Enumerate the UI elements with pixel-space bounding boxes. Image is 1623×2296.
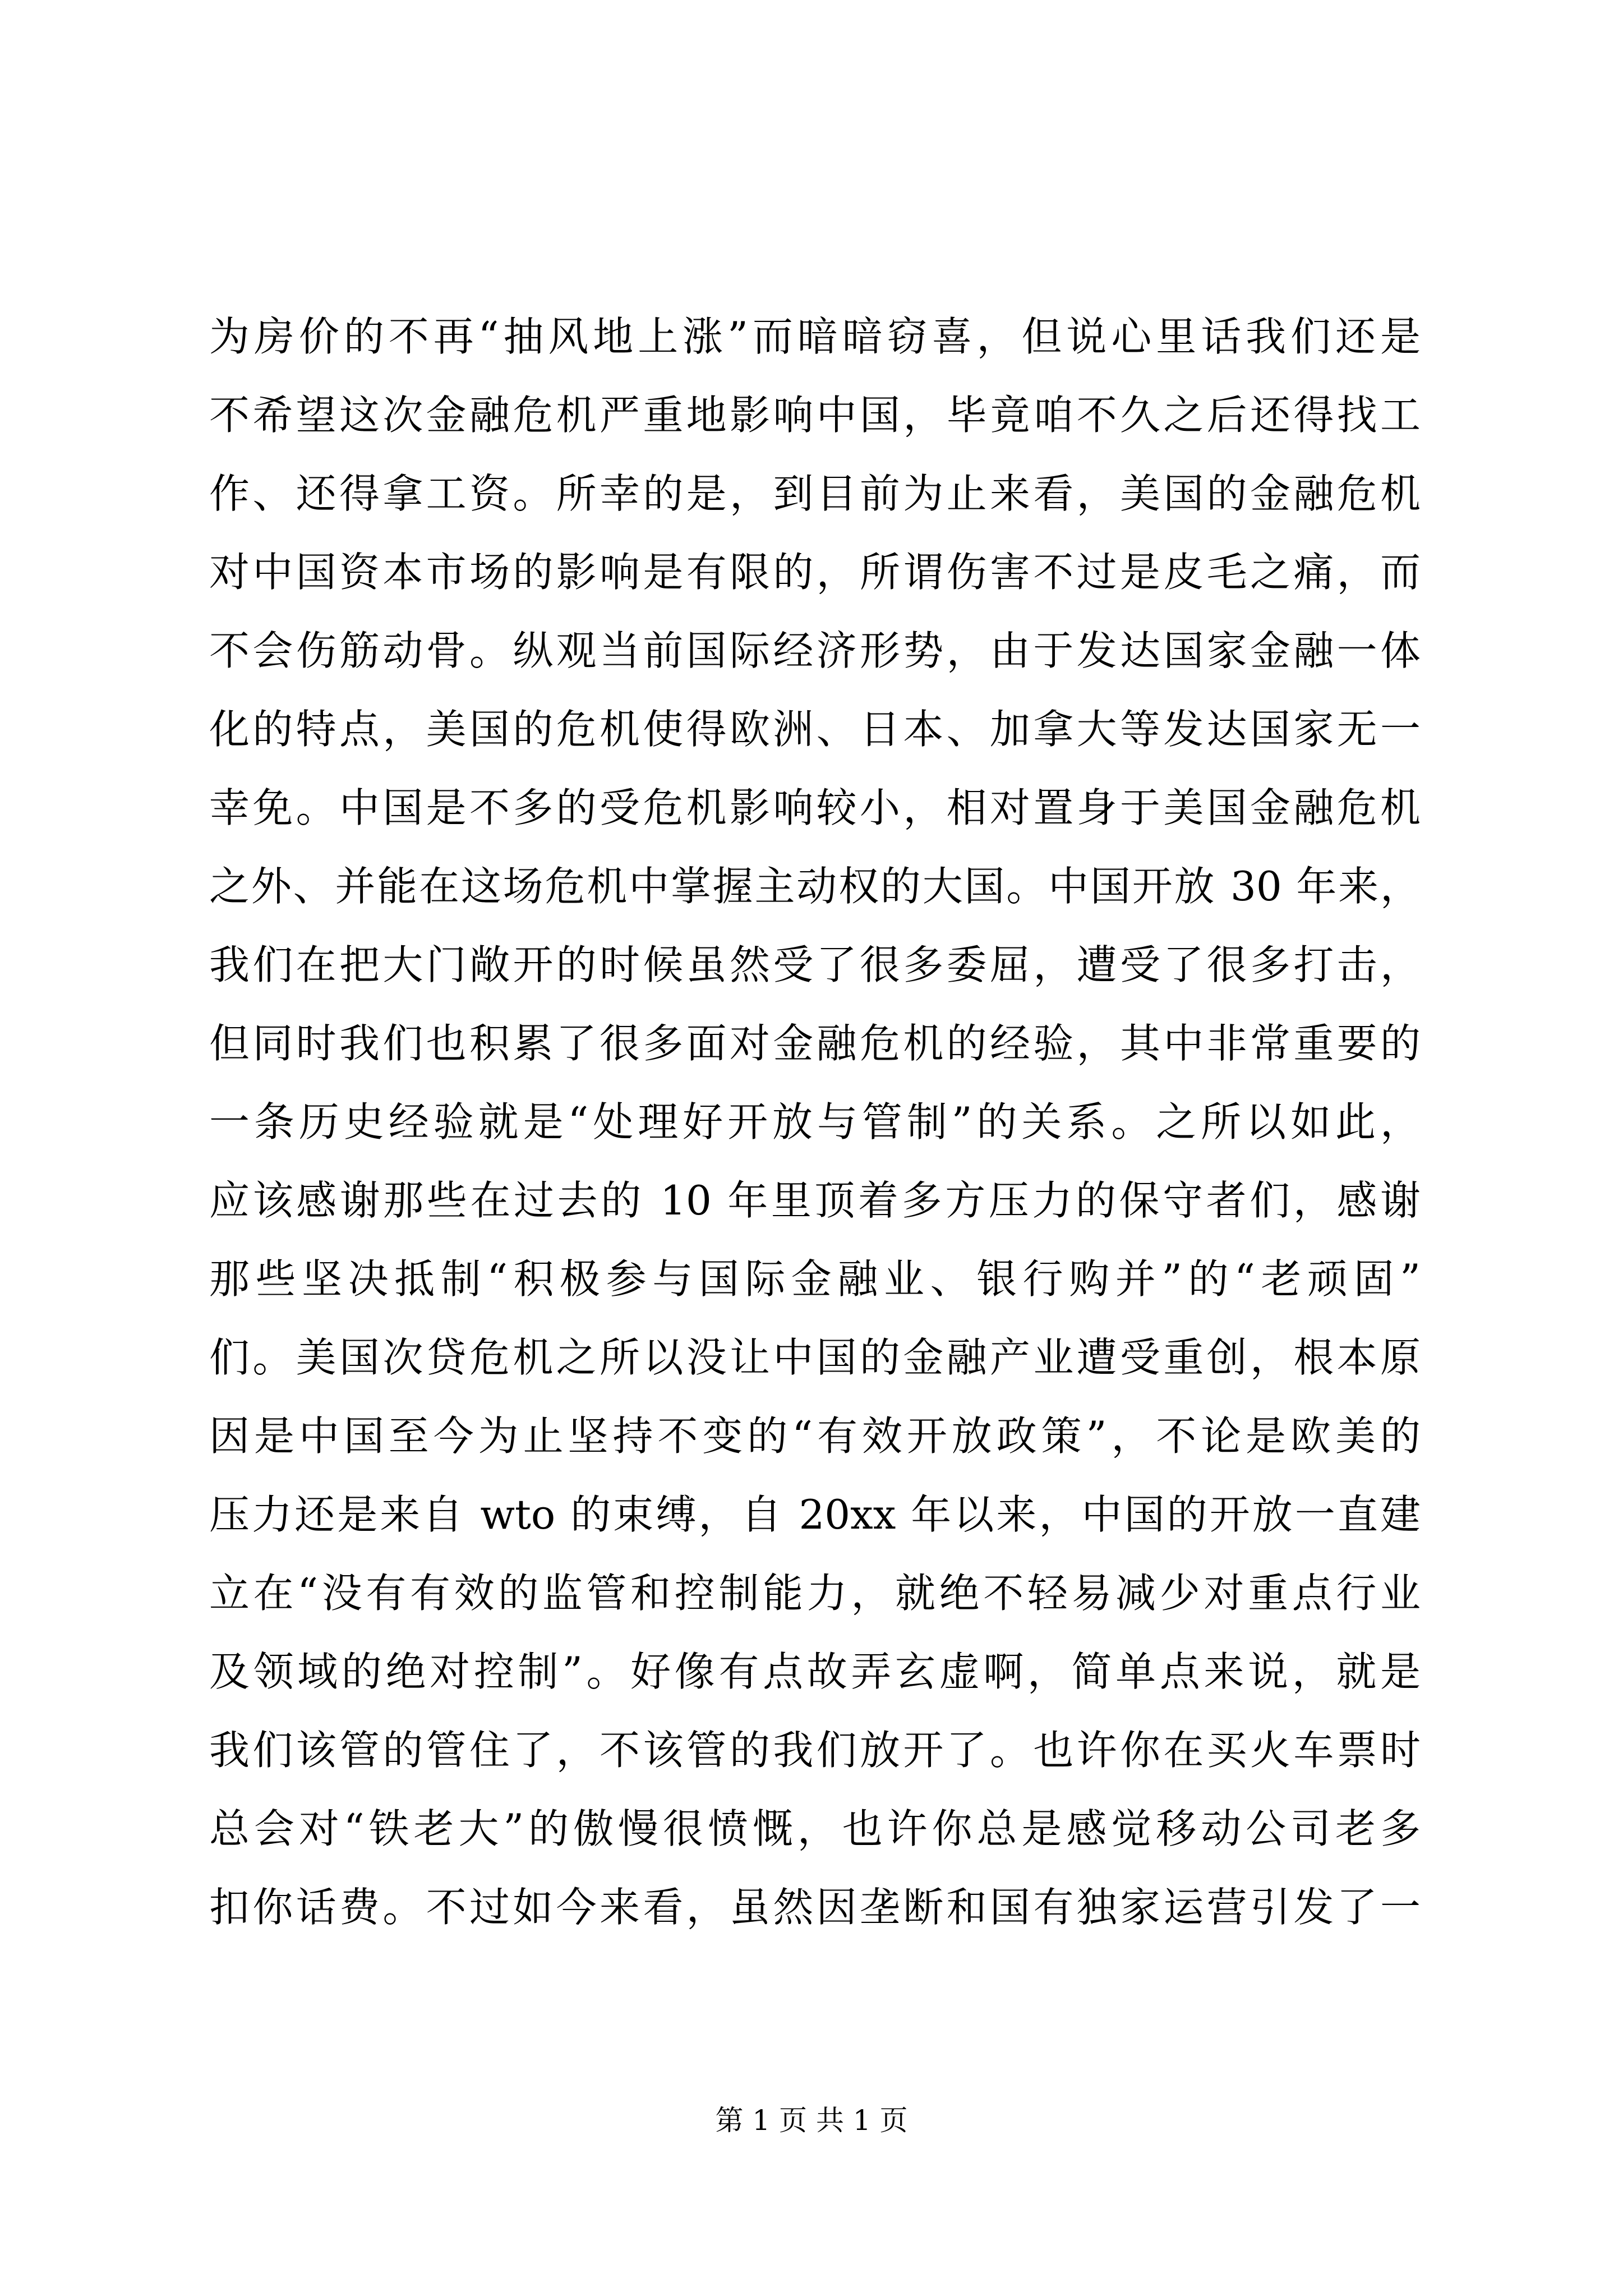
text-line: 化的特点，美国的危机使得欧洲、日本、加拿大等发达国家无一	[209, 706, 1421, 753]
text-line: 我们在把大门敞开的时候虽然受了很多委屈，遭受了很多打击，	[209, 941, 1421, 988]
text-line: 那些坚决抵制“积极参与国际金融业、银行购并”的“老顽固”	[209, 1255, 1421, 1303]
text-line: 为房价的不再“抽风地上涨”而暗暗窃喜，但说心里话我们还是	[209, 313, 1421, 360]
text-line: 立在“没有有效的监管和控制能力，就绝不轻易减少对重点行业	[209, 1570, 1421, 1617]
page-number-footer: 第 1 页 共 1 页	[715, 2104, 908, 2137]
text-line: 之外、并能在这场危机中掌握主动权的大国。中国开放 30 年来，	[209, 863, 1421, 910]
text-line: 及领域的绝对控制”。好像有点故弄玄虚啊，简单点来说，就是	[209, 1648, 1421, 1695]
text-line: 作、还得拿工资。所幸的是，到目前为止来看，美国的金融危机	[209, 470, 1421, 517]
text-line: 总会对“铁老大”的傲慢很愤慨，也许你总是感觉移动公司老多	[209, 1805, 1421, 1852]
text-line: 幸免。中国是不多的受危机影响较小，相对置身于美国金融危机	[209, 784, 1421, 831]
text-line: 我们该管的管住了，不该管的我们放开了。也许你在买火车票时	[209, 1727, 1421, 1774]
text-line: 压力还是来自 wto 的束缚，自 20xx 年以来，中国的开放一直建	[209, 1491, 1421, 1538]
text-line: 因是中国至今为止坚持不变的“有效开放政策”，不论是欧美的	[209, 1412, 1421, 1460]
text-line: 们。美国次贷危机之所以没让中国的金融产业遭受重创，根本原	[209, 1334, 1421, 1381]
text-line: 不希望这次金融危机严重地影响中国，毕竟咱不久之后还得找工	[209, 392, 1421, 439]
text-line: 应该感谢那些在过去的 10 年里顶着多方压力的保守者们，感谢	[209, 1177, 1421, 1224]
text-line: 但同时我们也积累了很多面对金融危机的经验，其中非常重要的	[209, 1020, 1421, 1067]
text-line: 一条历史经验就是“处理好开放与管制”的关系。之所以如此，	[209, 1098, 1421, 1145]
text-line: 不会伤筋动骨。纵观当前国际经济形势，由于发达国家金融一体	[209, 627, 1421, 674]
text-line: 扣你话费。不过如今来看，虽然因垄断和国有独家运营引发了一	[209, 1884, 1421, 1931]
text-line: 对中国资本市场的影响是有限的，所谓伤害不过是皮毛之痛，而	[209, 549, 1421, 596]
